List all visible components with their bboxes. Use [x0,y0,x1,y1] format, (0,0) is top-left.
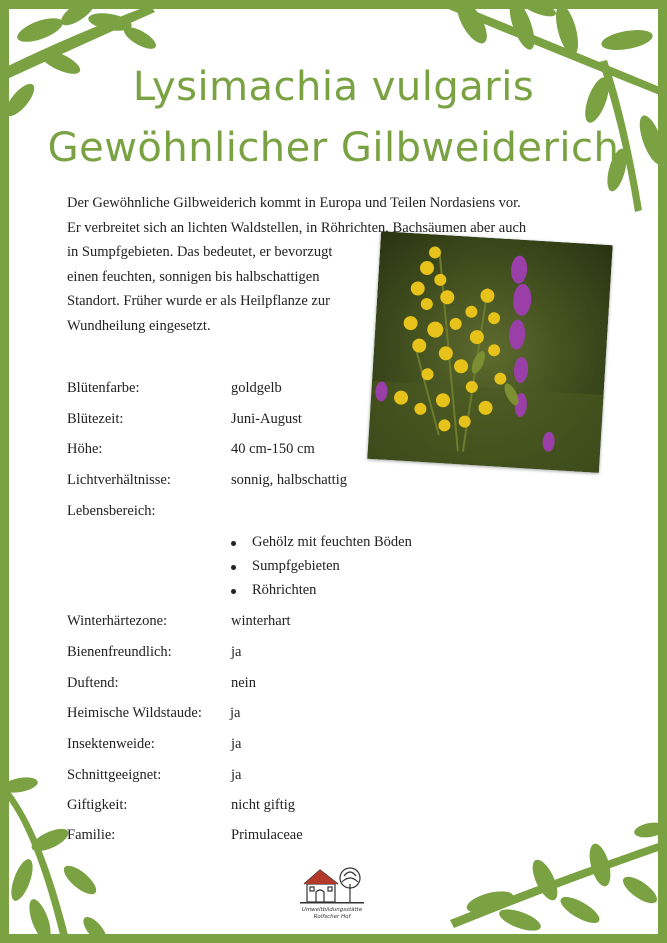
fact-value: sonnig, halbschattig [231,472,347,488]
fact-value: goldgelb [231,380,282,396]
fact-label: Duftend: [67,675,119,691]
bullet-icon [231,565,236,570]
bullet-icon [231,541,236,546]
fact-label: Giftigkeit: [67,797,128,813]
fact-label: Lebensbereich: [67,503,156,519]
logo-caption-line2: Rolfscher Hof [313,914,351,920]
leaf-vine-bottom-left-icon [0,760,110,943]
fact-value: Primulaceae [231,827,303,843]
logo [298,862,366,924]
fact-label: Insektenweide: [67,736,155,752]
title-scientific-name: Lysimachia vulgaris [132,64,535,110]
fact-label: Winterhärtezone: [67,613,168,629]
intro-line: einen feuchten, sonnigen bis halbschattigen [67,268,320,285]
logo-caption-line1: Umweltbildungsstätte [301,907,363,913]
intro-line: Der Gewöhnliche Gilbweiderich kommt in Europa und Teilen Nordasiens vor. [67,195,521,211]
habitat-text: Sumpfgebieten [252,558,340,574]
title-common-name: Gewöhnlicher Gilbweiderich [47,125,620,171]
fact-label: Bienenfreundlich: [67,644,172,660]
intro-line: Standort. Früher wurde er als Heilpflanze zur [67,293,330,310]
fact-value: nicht giftig [231,797,296,813]
fact-label: Blütenfarbe: [67,380,140,396]
habitat-text: Gehölz mit feuchten Böden [252,534,412,550]
fact-value: 40 cm-150 cm [231,441,315,457]
intro-line: Er verbreitet sich an lichten Waldstellen, in Röhrichten, Bachsäumen aber auch [67,219,527,236]
fact-label: Lichtverhältnisse: [67,472,171,488]
farmhouse-logo-icon [298,862,366,906]
fact-value: ja [231,736,242,752]
fact-label: Heimische Wildstaude: [67,705,202,721]
fact-value: Juni-August [231,411,302,427]
fact-label: Höhe: [67,441,103,457]
fact-value: winterhart [231,613,291,629]
intro-line: Wundheilung eingesetzt. [67,317,211,334]
fact-label: Familie: [67,827,116,843]
habitat-text: Röhrichten [252,582,317,598]
leaf-vine-bottom-right-icon [450,810,667,943]
fact-label: Schnittgeeignet: [67,767,162,783]
leaf-vine-top-right-icon [427,0,667,220]
intro-line: in Sumpfgebieten. Das bedeutet, er bevorzugt [67,244,333,261]
bullet-icon [231,589,236,594]
fact-label: Blütezeit: [67,411,124,427]
fact-value: ja [231,644,242,660]
fact-value: ja [230,705,241,721]
fact-value: nein [231,675,256,691]
fact-value: ja [231,767,242,783]
plant-photo [367,231,612,473]
